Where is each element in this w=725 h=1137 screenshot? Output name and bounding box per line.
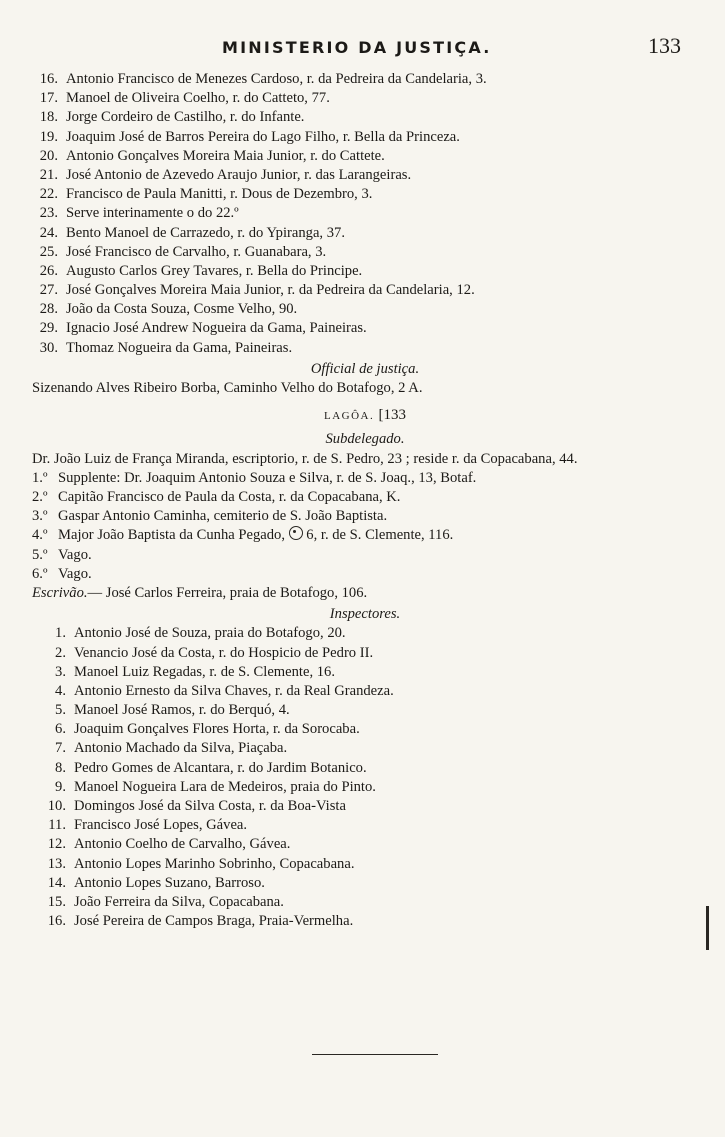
list-item xyxy=(32,89,698,108)
list-item xyxy=(32,546,698,565)
list-item xyxy=(32,70,698,89)
list-item xyxy=(32,624,698,643)
item-number: 5.º xyxy=(32,546,48,563)
list-item xyxy=(32,108,698,127)
item-number: 26. xyxy=(39,262,58,279)
item-number: 5. xyxy=(55,702,66,719)
item-number: 18. xyxy=(39,109,58,126)
list-item xyxy=(32,778,698,797)
item-number: 22. xyxy=(39,186,58,203)
item-number: 29. xyxy=(39,320,58,337)
item-text: Serve interinamente o do 22.º xyxy=(66,205,239,222)
item-number: 1.º xyxy=(32,469,48,486)
item-number: 6. xyxy=(55,721,66,738)
item-text: Ignacio José Andrew Nogueira da Gama, Paineiras. xyxy=(66,320,367,337)
list-item xyxy=(32,128,698,147)
item-number: 10. xyxy=(47,798,66,815)
list-item xyxy=(32,281,698,300)
item-number: 2.º xyxy=(32,489,48,506)
item-text: Antonio Francisco de Menezes Cardoso, r. da Pedreira da Candelaria, 3. xyxy=(66,71,487,87)
list-item xyxy=(32,469,698,488)
item-number: 19. xyxy=(39,128,58,145)
item-number: 16. xyxy=(39,71,58,87)
item-text: Vago. xyxy=(58,565,92,582)
page-header xyxy=(0,33,725,62)
item-number: 28. xyxy=(39,301,58,318)
subdelegado-entry: Dr. João Luiz de França Miranda, escriptorio, r. de S. Pedro, 23 ; reside r. da Copacabana, 44. xyxy=(32,450,578,467)
district-number: [133 xyxy=(378,407,406,424)
item-text: Bento Manoel de Carrazedo, r. do Ypiranga, 37. xyxy=(66,224,345,241)
list-item xyxy=(32,797,698,816)
item-number: 3.º xyxy=(32,508,48,525)
item-number: 4. xyxy=(55,682,66,699)
lagoa-heading xyxy=(32,406,698,426)
item-text: José Pereira de Campos Braga, Praia-Vermelha. xyxy=(74,913,354,930)
inspectores-list xyxy=(32,624,698,931)
item-text: Antonio Lopes Marinho Sobrinho, Copacabana. xyxy=(74,855,355,872)
item-text: Venancio José da Costa, r. do Hospicio de Pedro II. xyxy=(74,644,374,661)
list-item xyxy=(32,874,698,893)
item-text: Francisco José Lopes, Gávea. xyxy=(74,817,248,834)
item-text: Antonio Coelho de Carvalho, Gávea. xyxy=(74,836,291,853)
item-text: João da Costa Souza, Cosme Velho, 90. xyxy=(66,301,298,318)
list-item xyxy=(32,816,698,835)
item-text: Supplente: Dr. Joaquim Antonio Souza e Silva, r. de S. Joaq., 13, Botaf. xyxy=(58,469,477,486)
list-item xyxy=(32,147,698,166)
list-item xyxy=(32,565,698,584)
item-number: 30. xyxy=(39,339,58,356)
item-text: Antonio Machado da Silva, Piaçaba. xyxy=(74,740,288,757)
list-item xyxy=(32,663,698,682)
list-item xyxy=(32,526,698,545)
official-heading: Official de justiça. xyxy=(310,360,420,377)
list-item xyxy=(32,319,698,338)
item-number: 17. xyxy=(39,90,58,107)
item-text: José Francisco de Carvalho, r. Guanabara, 3. xyxy=(66,243,327,260)
page-content xyxy=(32,70,698,931)
item-number: 9. xyxy=(55,778,66,795)
item-text: Jorge Cordeiro de Castilho, r. do Infante. xyxy=(66,109,305,126)
item-text: Antonio José de Souza, praia do Botafogo, 20. xyxy=(74,625,346,642)
item-text: João Ferreira da Silva, Copacabana. xyxy=(74,893,284,910)
inspectores-heading: Inspectores. xyxy=(329,606,401,623)
running-head: MINISTERIO DA JUSTIÇA. xyxy=(222,38,492,57)
item-text: José Antonio de Azevedo Araujo Junior, r. das Larangeiras. xyxy=(66,166,412,183)
list-item xyxy=(32,720,698,739)
list-top xyxy=(32,70,698,358)
item-text: Francisco de Paula Manitti, r. Dous de Dezembro, 3. xyxy=(66,186,373,203)
item-text: Antonio Gonçalves Moreira Maia Junior, r. do Cattete. xyxy=(66,147,385,164)
item-text-after: 6, r. de S. Clemente, 116. xyxy=(306,527,454,544)
item-number: 16. xyxy=(47,913,66,930)
item-text xyxy=(58,526,698,545)
item-number: 11. xyxy=(48,817,66,834)
list-item xyxy=(32,488,698,507)
list-item xyxy=(32,185,698,204)
item-text: Domingos José da Silva Costa, r. da Boa-Vista xyxy=(74,798,346,815)
list-item xyxy=(32,893,698,912)
subdelegado-heading: Subdelegado. xyxy=(325,431,405,448)
item-number: 25. xyxy=(39,243,58,260)
item-text: Joaquim Gonçalves Flores Horta, r. da Sorocaba. xyxy=(74,721,360,738)
item-number: 3. xyxy=(55,663,66,680)
item-text: Vago. xyxy=(58,546,92,563)
item-number: 13. xyxy=(47,855,66,872)
item-number: 27. xyxy=(39,282,58,299)
list-item xyxy=(32,739,698,758)
list-item xyxy=(32,855,698,874)
list-item xyxy=(32,300,698,319)
item-number: 1. xyxy=(55,625,66,642)
item-text: Gaspar Antonio Caminha, cemiterio de S. João Baptista. xyxy=(58,508,388,525)
item-text: Manoel Nogueira Lara de Medeiros, praia do Pinto. xyxy=(74,778,376,795)
list-item xyxy=(32,759,698,778)
margin-mark xyxy=(706,906,709,950)
item-text: Thomaz Nogueira da Gama, Paineiras. xyxy=(66,339,293,356)
supplentes-list xyxy=(32,469,698,584)
item-text: Antonio Lopes Suzano, Barroso. xyxy=(74,874,265,891)
page-number: 133 xyxy=(648,33,681,58)
list-item xyxy=(32,912,698,931)
list-item xyxy=(32,166,698,185)
item-number: 14. xyxy=(47,874,66,891)
item-text: Augusto Carlos Grey Tavares, r. Bella do Principe. xyxy=(66,262,363,279)
item-number: 6.º xyxy=(32,565,48,582)
item-text: Capitão Francisco de Paula da Costa, r. da Copacabana, K. xyxy=(58,489,401,506)
item-text: Manoel de Oliveira Coelho, r. do Catteto, 77. xyxy=(66,90,330,107)
item-number: 7. xyxy=(55,740,66,757)
list-item xyxy=(32,644,698,663)
item-text: José Gonçalves Moreira Maia Junior, r. da Pedreira da Candelaria, 12. xyxy=(66,282,475,299)
item-text: Joaquim José de Barros Pereira do Lago Filho, r. Bella da Princeza. xyxy=(66,128,460,145)
list-item xyxy=(32,262,698,281)
escrivao-entry xyxy=(32,584,698,603)
item-number: 24. xyxy=(39,224,58,241)
list-item xyxy=(32,339,698,358)
footer-rule xyxy=(312,1054,438,1055)
item-text: Manoel Luiz Regadas, r. de S. Clemente, 16. xyxy=(74,663,336,680)
item-number: 20. xyxy=(39,147,58,164)
item-number: 8. xyxy=(55,759,66,776)
list-item xyxy=(32,224,698,243)
item-text: Pedro Gomes de Alcantara, r. do Jardim Botanico. xyxy=(74,759,367,776)
list-item xyxy=(32,507,698,526)
list-item xyxy=(32,701,698,720)
official-entry: Sizenando Alves Ribeiro Borba, Caminho Velho do Botafogo, 2 A. xyxy=(32,380,423,397)
item-number: 21. xyxy=(39,166,58,183)
item-number: 2. xyxy=(55,644,66,661)
list-item xyxy=(32,243,698,262)
item-text-before: Major João Baptista da Cunha Pegado, xyxy=(58,527,285,544)
item-number: 12. xyxy=(47,836,66,853)
item-number: 4.º xyxy=(32,527,48,544)
item-text: Manoel José Ramos, r. do Berquó, 4. xyxy=(74,702,290,719)
escrivao-label: Escrivão. xyxy=(32,584,88,601)
list-item xyxy=(32,835,698,854)
list-item xyxy=(32,682,698,701)
item-text: Antonio Ernesto da Silva Chaves, r. da Real Grandeza. xyxy=(74,682,394,699)
item-number: 23. xyxy=(39,205,58,222)
item-number: 15. xyxy=(47,893,66,910)
district-name: LAGÔA. xyxy=(324,410,375,423)
list-item xyxy=(32,204,698,223)
escrivao-text: — José Carlos Ferreira, praia de Botafogo, 106. xyxy=(87,584,368,601)
seal-ornament-icon xyxy=(289,526,303,540)
